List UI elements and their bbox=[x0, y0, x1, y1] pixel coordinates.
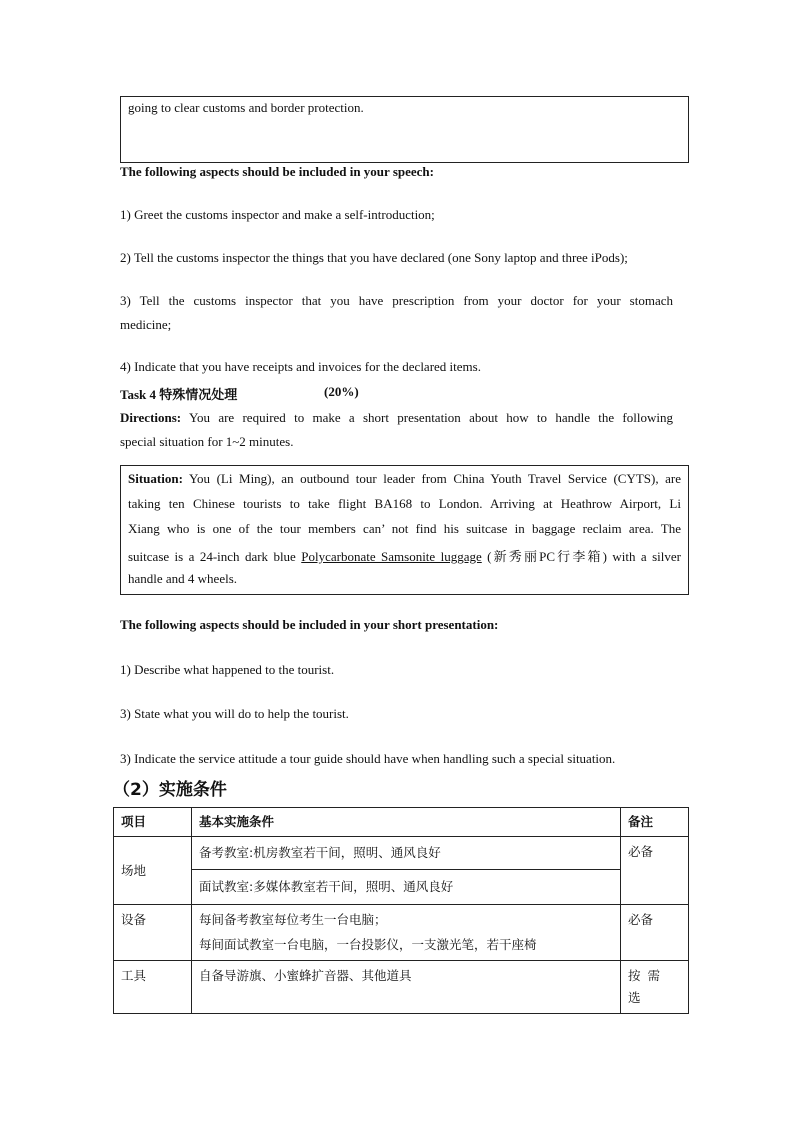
luggage-link: Polycarbonate Samsonite luggage bbox=[301, 549, 482, 564]
table-header-row bbox=[114, 808, 689, 837]
task4-item-1: 1) Describe what happened to the tourist. bbox=[120, 662, 335, 677]
table-row bbox=[114, 837, 689, 870]
situation-line-2: taking ten Chinese tourists to take flight BA168 to London. Arriving at Heathrow Airport, Li bbox=[128, 496, 681, 511]
scenario-text: going to clear customs and border protection. bbox=[128, 100, 364, 115]
task3-item-3: 3) Tell the customs inspector that you have prescription from your doctor for your stomach bbox=[120, 293, 673, 308]
header-conditions: 基本实施条件 bbox=[192, 808, 621, 837]
table-row bbox=[114, 870, 689, 905]
task4-directions-cont: special situation for 1~2 minutes. bbox=[120, 434, 294, 449]
task3-item-2: 2) Tell the customs inspector the things that you have declared (one Sony laptop and three iPods); bbox=[120, 250, 628, 265]
situation-text-1: You (Li Ming), an outbound tour leader from China Youth Travel Service (CYTS), are bbox=[188, 471, 681, 486]
task4-item-3: 3) Indicate the service attitude a tour guide should have when handling such a special situation. bbox=[120, 751, 616, 766]
task4-title-text: Task 4 特殊情况处理 bbox=[120, 387, 238, 402]
situation-line-4 bbox=[128, 546, 681, 565]
equipment-conds bbox=[192, 905, 621, 961]
task4-weight: (20%) bbox=[324, 384, 359, 399]
task3-aspects-heading: The following aspects should be included in your speech: bbox=[120, 164, 434, 179]
task4-directions bbox=[120, 410, 673, 426]
situation-label: Situation: bbox=[128, 471, 183, 486]
equipment-cond-1: 每间备考教室每位考生一台电脑； bbox=[199, 912, 387, 927]
venue-cond-1: 备考教室:机房教室若干间，照明、通风良好 bbox=[192, 837, 621, 870]
equipment-note: 必备 bbox=[621, 905, 689, 961]
venue-note: 必备 bbox=[621, 837, 689, 905]
task4-aspects-heading: The following aspects should be included in your short presentation: bbox=[120, 617, 499, 632]
tools-item: 工具 bbox=[114, 961, 192, 1014]
tools-note: 按需选 bbox=[621, 961, 689, 1014]
directions-text-1: You are required to make a short presentation about how to handle the following bbox=[188, 410, 673, 425]
situation-box bbox=[120, 465, 689, 595]
section-title: （2）实施条件 bbox=[113, 780, 227, 800]
situation-line-5: handle and 4 wheels. bbox=[128, 571, 238, 586]
directions-label: Directions: bbox=[120, 410, 182, 425]
scenario-box-continued bbox=[120, 96, 689, 163]
task3-item-1: 1) Greet the customs inspector and make a self-introduction; bbox=[120, 207, 435, 222]
table-row bbox=[114, 961, 689, 1014]
situation-text-4a: suitcase is a 24-inch dark blue bbox=[128, 549, 302, 564]
task3-item-4: 4) Indicate that you have receipts and invoices for the declared items. bbox=[120, 359, 481, 374]
situation-line-1 bbox=[128, 471, 681, 487]
venue-cond-2: 面试教室:多媒体教室若干间，照明、通风良好 bbox=[192, 870, 621, 905]
equipment-cond-2: 每间面试教室一台电脑，一台投影仪，一支激光笔，若干座椅 bbox=[199, 937, 537, 952]
task4-item-2: 3) State what you will do to help the tourist. bbox=[120, 706, 349, 721]
header-item: 项目 bbox=[114, 808, 192, 837]
task3-item-3-cont: medicine; bbox=[120, 317, 172, 332]
venue-item: 场地 bbox=[114, 837, 192, 905]
table-row bbox=[114, 905, 689, 961]
equipment-item: 设备 bbox=[114, 905, 192, 961]
tools-cond-1: 自备导游旗、小蜜蜂扩音器、其他道具 bbox=[192, 961, 621, 1014]
situation-line-3: Xiang who is one of the tour members can’ not find his suitcase in baggage reclaim area. The bbox=[128, 521, 681, 536]
task4-title bbox=[120, 384, 237, 403]
situation-text-4b: (新秀丽PC行李箱) with a silver bbox=[481, 549, 681, 564]
header-note: 备注 bbox=[621, 808, 689, 837]
conditions-table bbox=[113, 807, 689, 1014]
